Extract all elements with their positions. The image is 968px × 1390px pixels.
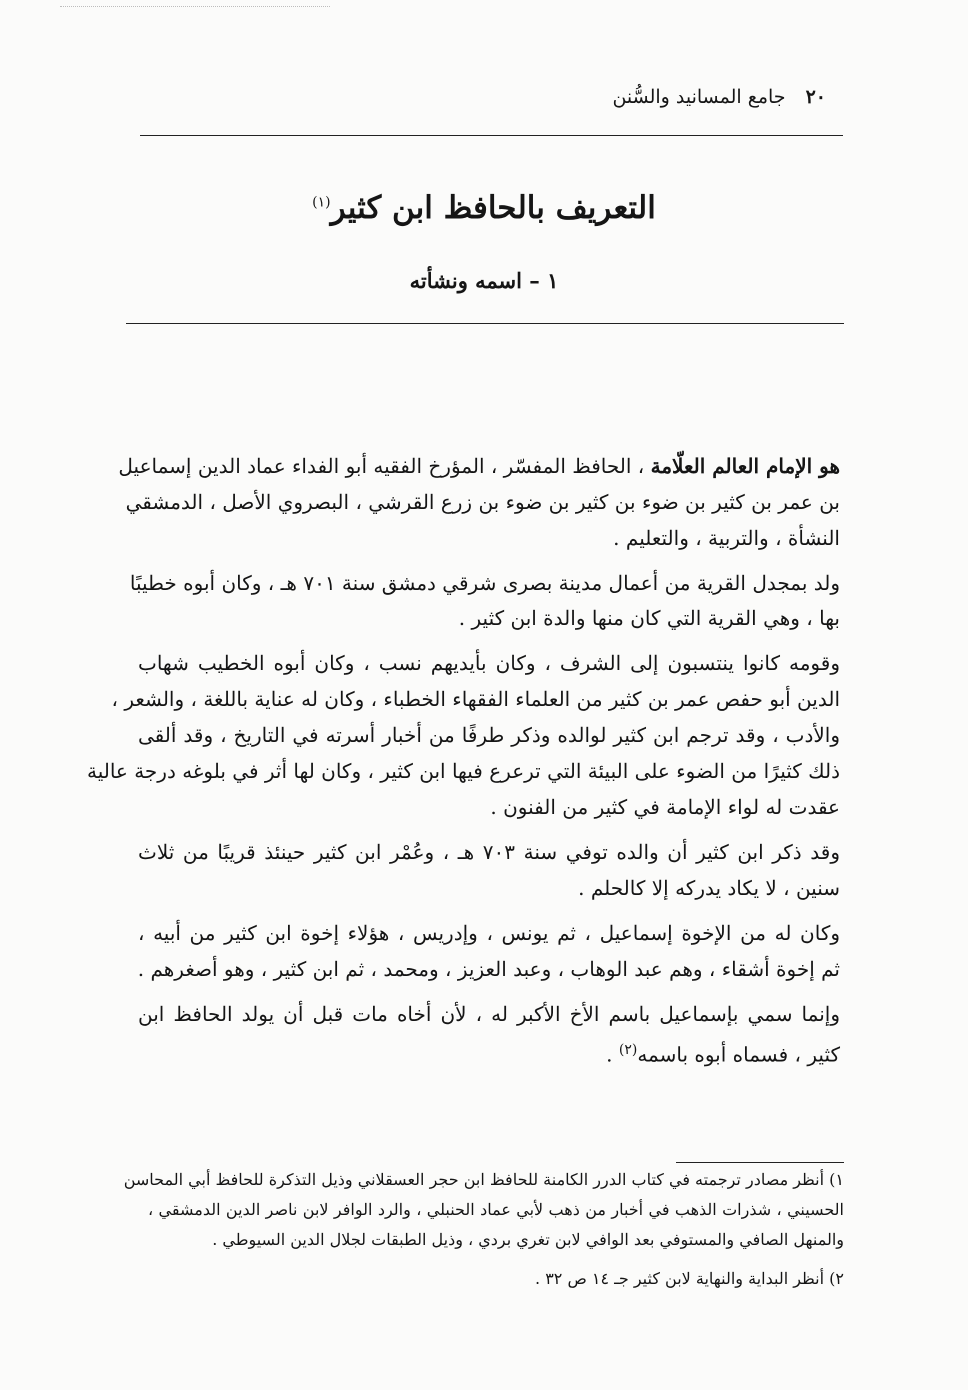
body-line: الدين أبو حفص عمر بن كثير من العلماء الفقهاء الخطباء ، وكان له عناية باللغة ، والشعر ، (111, 687, 840, 711)
body-line: عقدت له لواء الإمامة في كثير من الفنون . (490, 795, 840, 819)
running-header (140, 86, 826, 116)
body-line: ولد بمجدل القرية من أعمال مدينة بصرى شرقي دمشق سنة ٧٠١ هـ ، وكان أبوه خطيبًا (129, 571, 840, 595)
opening-phrase: هو الإمام العالم العلّامة (650, 454, 840, 478)
section-rule (126, 323, 844, 324)
chapter-title (140, 190, 828, 226)
footnote-line: ١) أنظر مصادر ترجمته في كتاب الدرر الكامنة للحافظ ابن حجر العسقلاني وذيل التذكرة للحافظ أبي المحاسن (123, 1170, 844, 1189)
body-line: ثم إخوة أشقاء ، وهم عبد الوهاب ، وعبد العزيز ، ومحمد ، ثم ابن كثير ، وهو أصغرهم . (137, 957, 840, 981)
body-line: وكان له من الإخوة إسماعيل ، ثم يونس ، وإدريس ، هؤلاء إخوة ابن كثير من أبيه ، (138, 921, 840, 945)
body-line: النشأة ، والتربية ، والتعليم . (613, 526, 840, 550)
book-title: جامع المسانيد والسُّنن (612, 86, 786, 108)
body-text: كثير ، فسماه أبوه باسمه (637, 1042, 840, 1067)
footnote-line: ٢) أنظر البداية والنهاية لابن كثير جـ ١٤ ص ٣٢ . (535, 1269, 844, 1288)
body-line: سنين ، لا يكاد يدركه إلا كالحلم . (578, 876, 840, 900)
page-number: ٢٠ (805, 86, 826, 108)
body-line: ذلك كثيرًا من الضوء على البيئة التي ترعرع فيها ابن كثير ، وكان لها أثر في بلوغه درجة عالية (86, 759, 840, 783)
body-line: بن عمر بن كثير بن ضوء بن كثير بن ضوء بن زرع القرشي ، البصروي الأصل ، الدمشقي (125, 490, 840, 514)
body-text: ، الحافظ المفسّر ، المؤرخ الفقيه أبو الفداء عماد الدين إسماعيل (118, 454, 645, 478)
body-line: بها ، وهي القرية التي كان منها والدة ابن كثير . (458, 606, 840, 630)
header-rule (140, 135, 843, 136)
body-line: والأدب ، وقد ترجم ابن كثير لوالده وذكر طرفًا من أخبار أسرته في التاريخ ، وقد ألقى (138, 723, 840, 747)
footnote-ref: (٢) (618, 1042, 638, 1058)
title-footnote-ref: (١) (312, 194, 331, 211)
body-line (118, 448, 840, 484)
body-text: . (606, 1042, 619, 1067)
scan-edge-mark (60, 6, 330, 7)
footnote-line: والمنهل الصافي والمستوفي بعد الوافي لابن تغري بردي ، وذيل الطبقات لجلال الدين السيوطي . (212, 1230, 844, 1249)
body-line: وإنما سمي بإسماعيل باسم الأخ الأكبر له ، لأن أخاه مات قبل أن يولد الحافظ ابن (138, 1002, 840, 1026)
footnote-rule (676, 1162, 844, 1163)
body-line: وقومه كانوا ينتسبون إلى الشرف ، وكان بأيديهم نسب ، وكان أبوه الخطيب شهاب (138, 651, 840, 675)
section-heading: ١ – اسمه ونشأته (409, 268, 559, 293)
footnote-line: الحسيني ، شذرات الذهب في أخبار من ذهب لأبي عماد الحنبلي ، والرد الوافر لابن ناصر الدين الدمشقي ، (148, 1200, 844, 1219)
chapter-title-text: التعريف بالحافظ ابن كثير (330, 190, 656, 226)
body-line: وقد ذكر ابن كثير أن والده توفي سنة ٧٠٣ هـ ، وعُمْر ابن كثير حينئذ قريبًا من ثلاث (138, 840, 841, 864)
body-line (138, 1032, 840, 1068)
